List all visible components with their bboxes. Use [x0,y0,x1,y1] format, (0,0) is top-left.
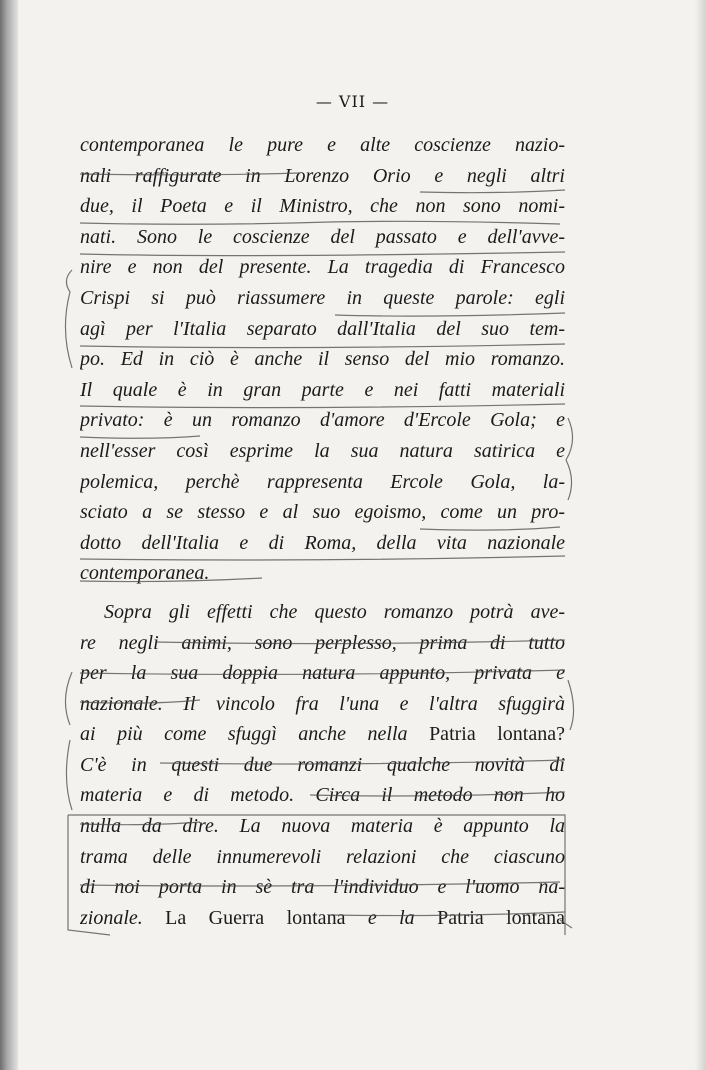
page-number: — VII — [315,92,390,111]
text-line: Crispi si può riassumere in queste parole: egli [80,286,565,309]
text-span: e la [345,906,438,929]
margin-bracket [66,740,72,810]
text-line: privato: è un romanzo d'amore d'Ercole Gola; e [80,409,565,432]
text-span: zionale. [80,906,166,929]
text-line: per la sua doppia natura appunto, privata e [80,662,565,685]
text-line: po. Ed in ciò è anche il senso del mio romanzo. [80,348,565,371]
text-line: due, il Poeta e il Ministro, che non sono nomi- [80,195,565,218]
text-line: nire e non del presente. La tragedia di Francesco [80,256,565,279]
paragraph-gap [80,589,565,597]
scan-right-edge-shadow [695,0,705,1070]
text-line: re negli animi, sono perplesso, prima di tutto [80,631,565,654]
paragraph-1 [80,130,565,589]
margin-bracket [568,680,574,730]
body-text [80,130,565,933]
text-span: ai più come sfuggì anche nella [80,723,430,746]
text-line: contemporanea le pure e alte coscienze nazio- [80,134,565,156]
text-line: trama delle innumerevoli relazioni che ciascuno [80,845,565,868]
text-span: ? [556,723,565,746]
text-line: sciato a se stesso e al suo egoismo, come un pro- [80,501,565,524]
margin-bracket [65,672,72,725]
text-line: Il quale è in gran parte e nei fatti materiali [80,378,565,401]
text-line: C'è in questi due romanzi qualche novità di [80,753,565,776]
text-line: nulla da dire. La nuova materia è appunto la [80,815,565,838]
text-line-mixed [80,719,565,750]
margin-bracket [65,270,72,368]
margin-bracket [566,418,573,500]
text-line: polemica, perchè rappresenta Ercole Gola, la- [80,470,565,493]
text-line: nali raffigurate in Lorenzo Orio e negli altri [80,164,565,187]
text-line: contemporanea. [80,562,210,585]
paragraph-2 [80,597,565,934]
book-title: Patria lontana [437,906,565,929]
text-line: Sopra gli effetti che questo romanzo potrà ave- [104,600,565,623]
text-line: di noi porta in sè tra l'individuo e l'uomo na- [80,876,565,899]
text-line-mixed [80,903,565,934]
text-line: nell'esser così esprime la sua natura satirica e [80,439,565,462]
text-line: nati. Sono le coscienze del passato e dell'avve- [80,225,565,248]
text-line: dotto dell'Italia e di Roma, della vita nazionale [80,531,565,554]
text-line: agì per l'Italia separato dall'Italia del suo tem- [80,317,565,340]
scan-left-edge-shadow [0,0,18,1070]
book-title: La Guerra lontana [165,906,346,929]
text-line: nazionale. Il vincolo fra l'una e l'altra sfuggirà [80,692,565,715]
book-title: Patria lontana [429,723,557,746]
text-line: materia e di metodo. Circa il metodo non ho [80,784,565,807]
